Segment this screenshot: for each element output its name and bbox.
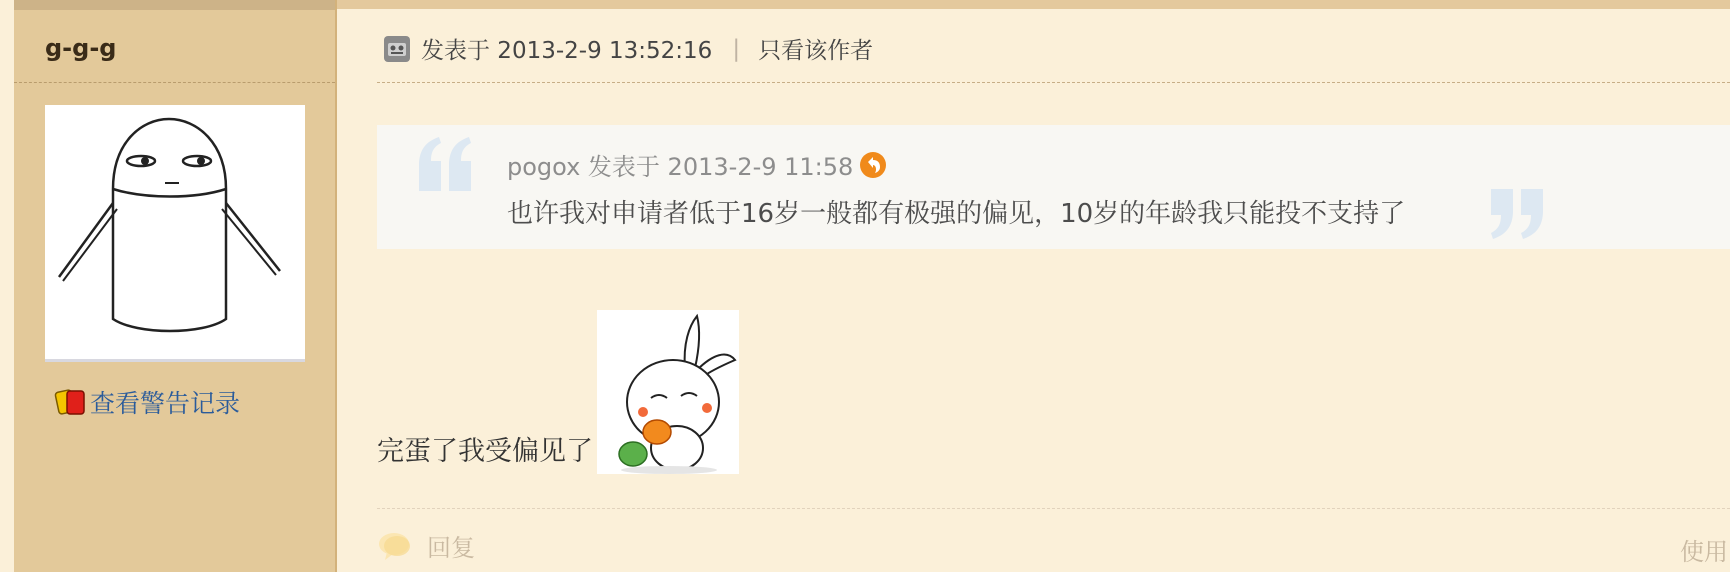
- view-warnings-link[interactable]: [54, 384, 240, 420]
- post-body: [377, 310, 739, 474]
- meta-separator: |: [732, 35, 741, 62]
- post-content: [337, 0, 1730, 572]
- reply-button[interactable]: [377, 528, 475, 563]
- open-quote-icon: [415, 135, 475, 195]
- quote-jump-icon[interactable]: [859, 151, 887, 179]
- reply-bubble-icon: [377, 530, 413, 562]
- quote-header: [507, 147, 887, 182]
- reply-label: 回复: [427, 534, 475, 562]
- post-text: 完蛋了我受偏见了: [377, 436, 593, 467]
- use-link[interactable]: 使用: [1680, 538, 1728, 566]
- emoticon-image: [597, 310, 739, 474]
- footer-divider: [377, 508, 1730, 509]
- quote-author-line: pogox 发表于 2013-2-9 11:58: [507, 153, 854, 181]
- avatar[interactable]: [45, 105, 305, 362]
- online-status-icon: [383, 35, 411, 63]
- warning-card-icon: [54, 387, 88, 417]
- avatar-image: [45, 105, 305, 359]
- sidebar-divider: [14, 82, 335, 83]
- close-quote-icon: [1487, 185, 1547, 245]
- only-author-link[interactable]: 只看该作者: [758, 38, 874, 64]
- post-timestamp: 发表于 2013-2-9 13:52:16: [421, 38, 713, 64]
- rabbit-emoticon: [597, 310, 739, 474]
- post-top-bar: [337, 0, 1730, 9]
- view-warnings-label: 查看警告记录: [90, 389, 241, 418]
- author-username[interactable]: g-g-g: [45, 34, 117, 62]
- post-meta: [383, 32, 873, 65]
- left-margin: [0, 0, 14, 572]
- meta-divider: [377, 82, 1730, 83]
- quote-block: [377, 125, 1730, 249]
- quote-text: 也许我对申请者低于16岁一般都有极强的偏见，10岁的年龄我只能投不支持了: [507, 199, 1406, 229]
- author-sidebar: [14, 0, 337, 572]
- sidebar-top-bar: [14, 0, 335, 10]
